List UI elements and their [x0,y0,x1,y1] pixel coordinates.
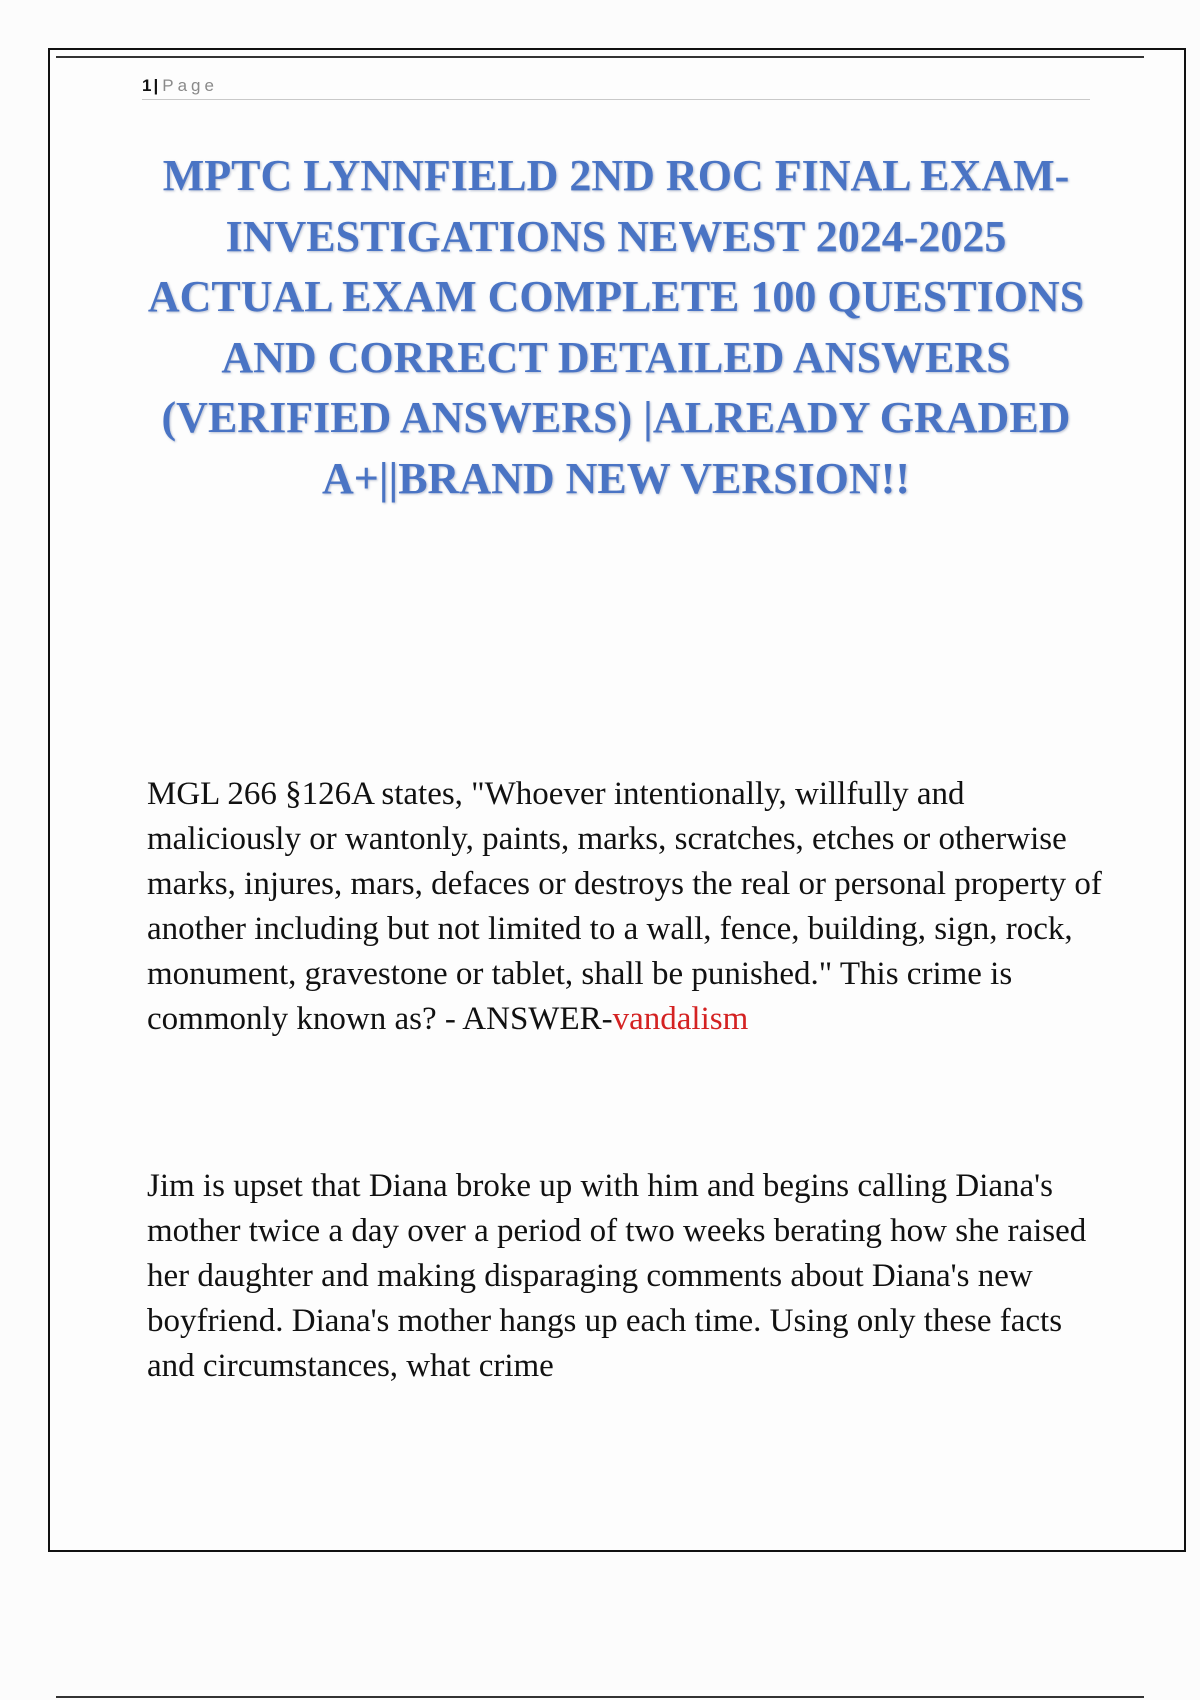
page-header [142,75,1090,100]
page-separator: | [153,76,159,95]
top-divider [56,56,1144,58]
page-number: 1 [142,76,152,95]
question-2-text: Jim is upset that Diana broke up with him and begins calling Diana's mother twice a day over a period of two weeks berating how she raised her daughter and making disparaging comments about Diana's new boyfriend. Diana's mother hangs up each time. Using only these facts and circumstances, what crime [147,1168,1087,1384]
page-frame [48,48,1186,1552]
question-1 [147,772,1107,1042]
document-title: MPTC LYNNFIELD 2ND ROC FINAL EXAM-INVESTIGATIONS NEWEST 2024-2025 ACTUAL EXAM COMPLETE 100 QUESTIONS AND CORRECT DETAILED ANSWERS (VERIFIED ANSWERS) |ALREADY GRADED A+||BRAND NEW VERSION!! [147,151,1085,503]
question-2 [147,1164,1107,1389]
page-label: Page [162,76,218,95]
bottom-divider [56,1696,1144,1698]
question-1-text: MGL 266 §126A states, "Whoever intentionally, willfully and maliciously or wantonly, paints, marks, scratches, etches or otherwise marks, injures, mars, defaces or destroys the real or personal property of another including but not limited to a wall, fence, building, sign, rock, monument, gravestone or tablet, shall be punished." This crime is commonly known as? - ANSWER- [147,776,1102,1037]
question-1-answer: vandalism [612,1001,749,1037]
